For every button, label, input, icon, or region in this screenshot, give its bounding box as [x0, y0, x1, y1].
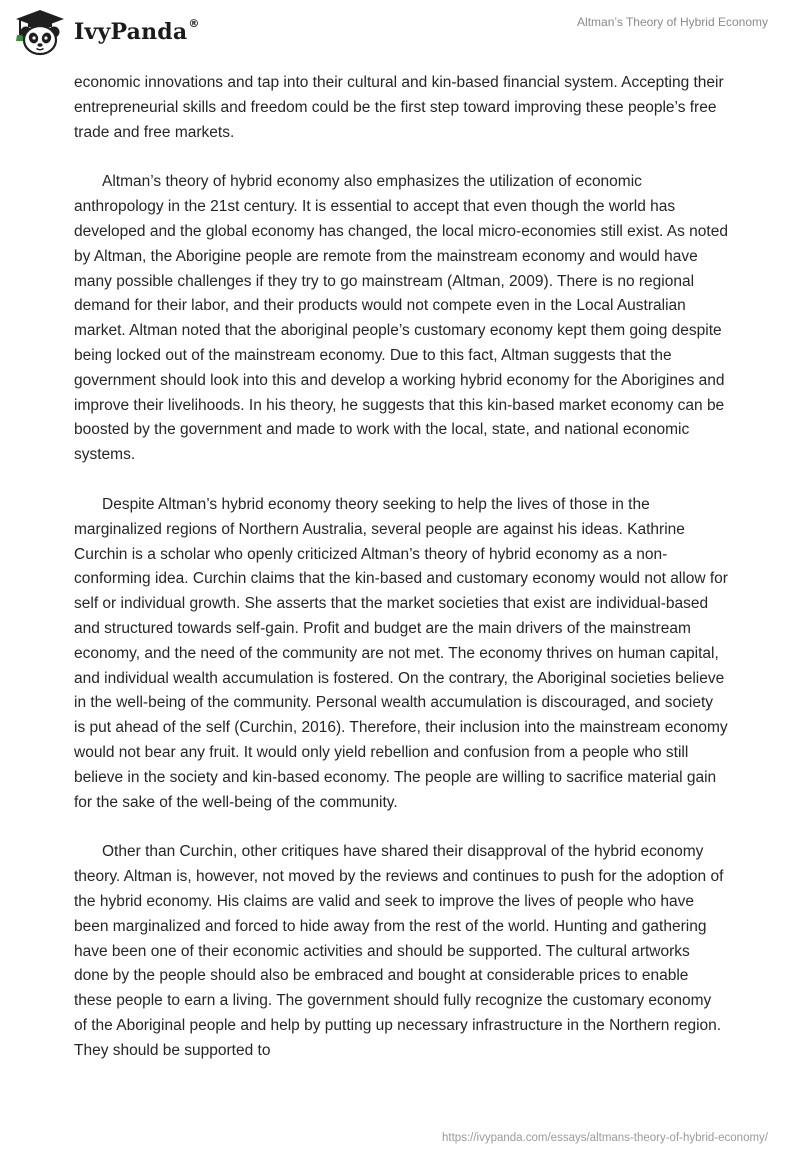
- document-title: Altman’s Theory of Hybrid Economy: [577, 15, 768, 29]
- registered-mark: ®: [188, 17, 200, 30]
- paragraph: Altman’s theory of hybrid economy also emphasizes the utilization of economic anthropology in the 21st century. It is essential to accept that even though the world has developed and the global economy has changed, the local micro-economies still exist. As noted by Altman, the Aborigine people are remote from the mainstream economy and would have many possible challenges if they try to go mainstream (Altman, 2009). There is no regional demand for their labor, and their products would not compete even in the Local Australian market. Altman noted that the aboriginal people’s customary economy kept them going despite being locked out of the mainstream economy. Due to this fact, Altman suggests that the government should look into this and develop a working hybrid economy for the Aborigines and improve their livelihoods. In his theory, he suggests that this kin-based market economy can be boosted by the government and made to work with the local, state, and national economic systems.: [74, 173, 728, 464]
- logo-text: IvyPanda: [74, 19, 188, 45]
- paragraph: Other than Curchin, other critiques have shared their disapproval of the hybrid economy theory. Altman is, however, not moved by the reviews and continues to push for the adoption of the hybrid economy. His claims are valid and seek to improve the lives of people who have been marginalized and forced to hide away from the rest of the world. Hunting and gathering have been one of their economic activities and should be supported. The cultural artworks done by the people should also be embraced and bought at considerable prices to enable these people to earn a living. The government should fully recognize the customary economy of the Aboriginal people and help by putting up necessary infrastructure in the Northern region. They should be supported to: [74, 843, 724, 1059]
- paragraph-continuation: economic innovations and tap into their cultural and kin-based financial system. Accepting their entrepreneurial skills and freedom could be the first step toward improving these people’s free trade and free markets.: [74, 74, 724, 141]
- logo-wordmark: [74, 19, 200, 45]
- source-url[interactable]: https://ivypanda.com/essays/altmans-theory-of-hybrid-economy/: [442, 1132, 768, 1144]
- essay-body: [74, 71, 728, 1088]
- page-header: [0, 0, 800, 60]
- panda-graduate-icon: [14, 8, 66, 56]
- paragraph: Despite Altman’s hybrid economy theory seeking to help the lives of those in the marginalized regions of Northern Australia, several people are against his ideas. Kathrine Curchin is a scholar who openly criticized Altman’s theory of hybrid economy as a non-conforming idea. Curchin claims that the kin-based and customary economy would not allow for self or individual growth. She asserts that the market societies that exist are individual-based and structured towards self-gain. Profit and budget are the main drivers of the mainstream economy, and the need of the community are not met. The economy thrives on human capital, and individual wealth accumulation is fostered. On the contrary, the Aboriginal societies believe in the well-being of the community. Personal wealth accumulation is discouraged, and society is put ahead of the self (Curchin, 2016). Therefore, their inclusion into the mainstream economy would not bear any fruit. It would only yield rebellion and confusion from a people who still believe in the society and kin-based economy. The people are willing to sacrifice material gain for the sake of the well-being of the community.: [74, 495, 728, 811]
- ivypanda-logo[interactable]: [14, 8, 200, 56]
